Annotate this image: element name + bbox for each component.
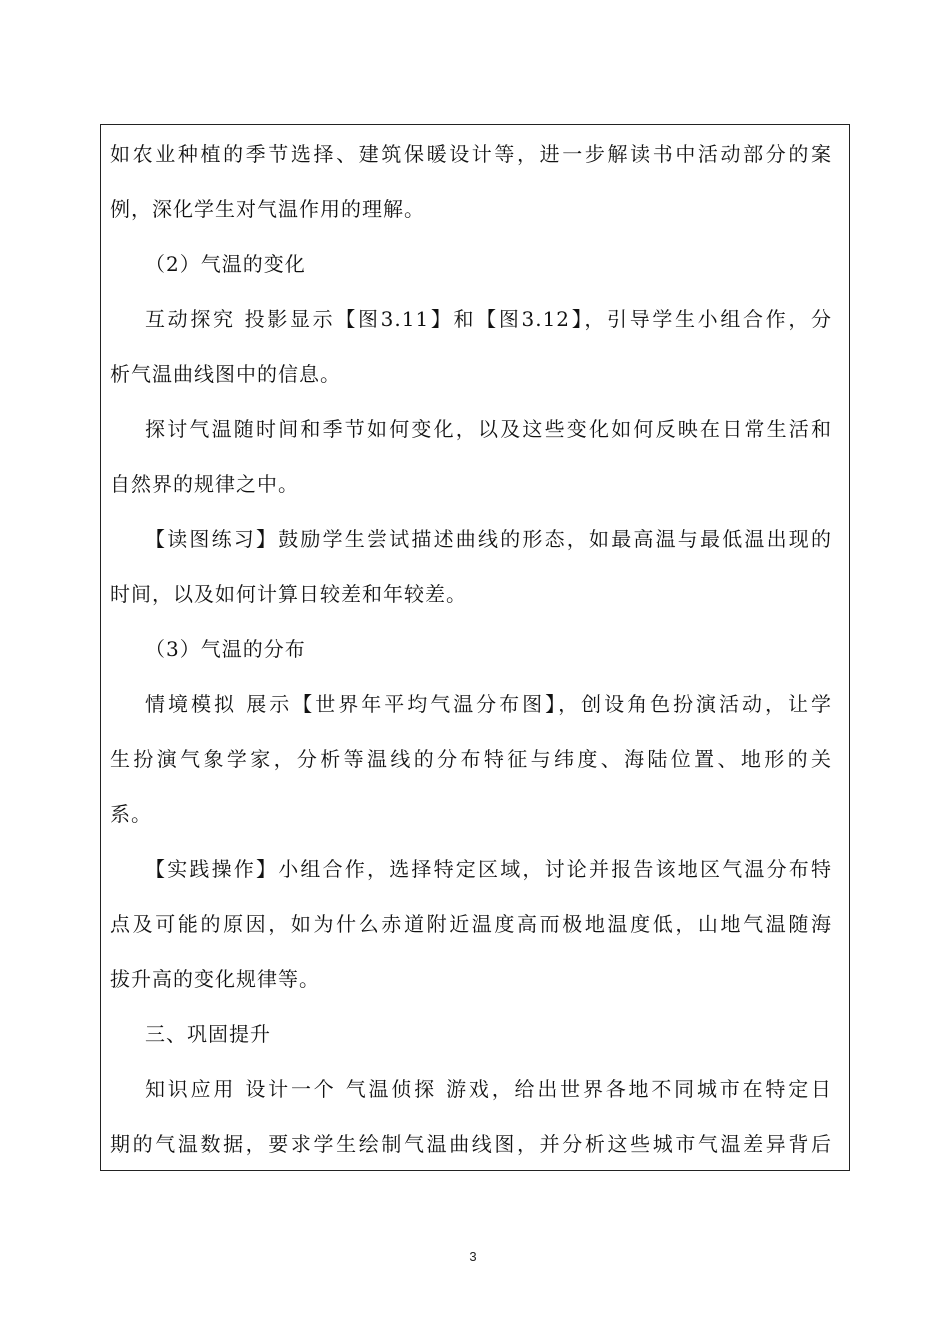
text-line: 自然界的规律之中。 [110,472,299,496]
text-line: 如农业种植的季节选择、建筑保暖设计等，进一步解读书中活动部分的案 [110,142,832,166]
text-line: 互动探究 投影显示【图3.11】和【图3.12】，引导学生小组合作，分 [145,307,832,331]
page-number: 3 [469,1249,477,1264]
text-line: 析气温曲线图中的信息。 [110,362,341,386]
text-line: 探讨气温随时间和季节如何变化，以及这些变化如何反映在日常生活和 [145,417,832,441]
text-line: 拔升高的变化规律等。 [110,967,320,991]
text-line: 时间，以及如何计算日较差和年较差。 [110,582,467,606]
text-line: 点及可能的原因，如为什么赤道附近温度高而极地温度低，山地气温随海 [110,912,832,936]
text-line: 知识应用 设计一个 气温侦探 游戏，给出世界各地不同城市在特定日 [145,1077,832,1101]
text-line: 【实践操作】小组合作，选择特定区域，讨论并报告该地区气温分布特 [145,857,832,881]
text-line: 例，深化学生对气温作用的理解。 [110,197,425,221]
text-line: 【读图练习】鼓励学生尝试描述曲线的形态，如最高温与最低温出现的 [145,527,832,551]
text-line: 生扮演气象学家，分析等温线的分布特征与纬度、海陆位置、地形的关 [110,747,832,771]
text-line: 情境模拟 展示【世界年平均气温分布图】，创设角色扮演活动，让学 [145,692,832,716]
text-line: 系。 [110,802,152,826]
section-heading: （3）气温的分布 [145,637,306,661]
section-heading: 三、巩固提升 [145,1022,271,1046]
section-heading: （2）气温的变化 [145,252,306,276]
text-line: 期的气温数据，要求学生绘制气温曲线图，并分析这些城市气温差异背后 [110,1132,832,1156]
